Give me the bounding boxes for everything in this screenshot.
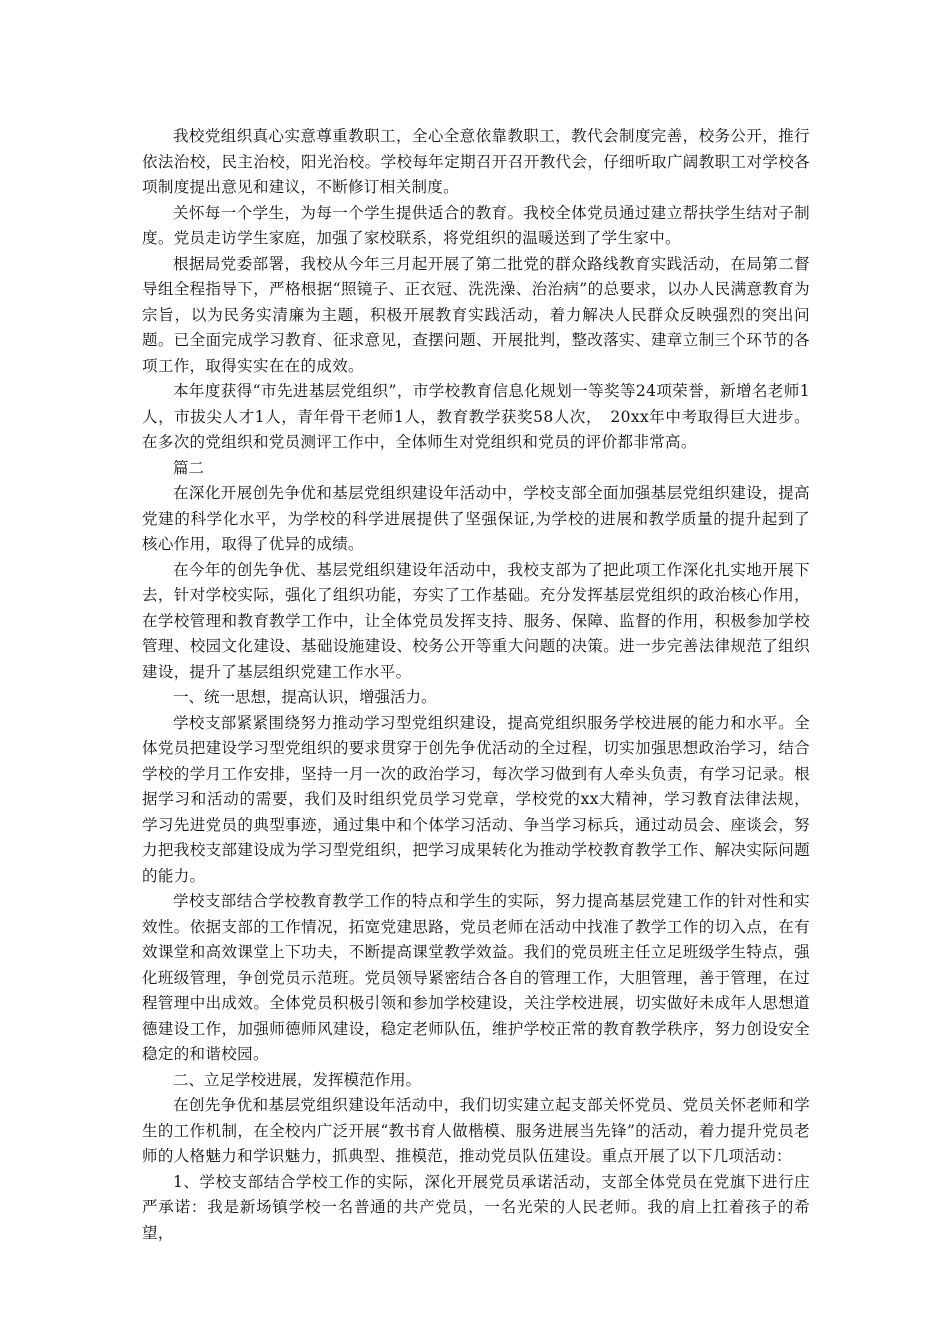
paragraph-care-mechanism: 在创先争优和基层党组织建设年活动中，我们切实建立起支部关怀党员、党员关怀老师和学生的工作机制，在全校内广泛开展“教书育人做楷模、服务进展当先锋”的活动，着力提升党员老师的人格魅力和学识魅力，抓典型、推模范，推动党员队伍建设。重点开展了以下几项活动： — [142, 1096, 810, 1165]
document-body — [142, 124, 810, 1246]
paragraph-party-building-intro: 在深化开展创先争优和基层党组织建设年活动中，学校支部全面加强基层党组织建设，提高党建的科学化水平，为学校的科学进展提供了坚强保证,为学校的进展和教学质量的提升起到了核心作用，取得了优异的成绩。 — [142, 484, 810, 553]
paragraph-member-pledge: 1、学校支部结合学校工作的实际，深化开展党员承诺活动，支部全体党员在党旗下进行庄严承诺：我是新场镇学校一名普通的共产党员，一名光荣的人民老师。我的肩上扛着孩子的希望， — [142, 1172, 810, 1242]
paragraph-teaching-effectiveness: 学校支部结合学校教育教学工作的特点和学生的实际，努力提高基层党建工作的针对性和实效性。依据支部的工作情况，拓宽党建思路，党员老师在活动中找准了教学工作的切入点，在有效课堂和高效课堂上下功夫，不断提高课堂教学效益。我们的党员班主任立足班级学生特点，强化班级管理，争创党员示范班。党员领导紧密结合各自的管理工作，大胆管理，善于管理，在过程管理中出成效。全体党员积极引领和参加学校建设，关注学校进展，切实做好未成年人思想道德建设工作，加强师德师风建设，稳定老师队伍，维护学校正常的教育教学秩序，努力创设安全稳定的和谐校园。 — [142, 892, 810, 1063]
section-heading-part-two: 篇二 — [173, 458, 205, 477]
paragraph-annual-honors: 本年度获得“市先进基层党组织”，市学校教育信息化规划一等奖等24项荣誉，新增名老师1人，市拔尖人才1人，青年骨干老师1人，教育教学获奖58人次， 20xx年中考取得巨大进步。在多次的党组织和党员测评工作中，全体师生对党组织和党员的评价都非常高。 — [142, 382, 810, 451]
paragraph-student-care: 关怀每一个学生，为每一个学生提供适合的教育。我校全体党员通过建立帮扶学生结对子制度。党员走访学生家庭，加强了家校联系，将党组织的温暖送到了学生家中。 — [142, 203, 810, 247]
paragraph-mass-line-campaign: 根据局党委部署，我校从今年三月起开展了第二批党的群众路线教育实践活动，在局第二督导组全程指导下，严格根据“照镜子、正衣冠、洗洗澡、治治病”的总要求，以办人民满意教育为宗旨，以为民务实清廉为主题，积极开展教育实践活动，着力解决人民群众反映强烈的突出问题。已全面完成学习教育、征求意见，查摆问题、开展批判，整改落实、建章立制三个环节的各项工作，取得实实在在的成效。 — [142, 254, 810, 375]
paragraph-learning-organization: 学校支部紧紧围绕努力推动学习型党组织建设，提高党组织服务学校进展的能力和水平。全体党员把建设学习型党组织的要求贯穿于创先争优活动的全过程，切实加强思想政治学习，结合学校的学月工作安排，坚持一月一次的政治学习，每次学习做到有人牵头负责，有学习记录。根据学习和活动的需要，我们及时组织党员学习党章，学校党的xx大精神，学习教育法律法规，学习先进党员的典型事迹，通过集中和个体学习活动、争当学习标兵，通过动员会、座谈会，努力把我校支部建设成为学习型党组织，把学习成果转化为推动学校教育教学工作、解决实际问题的能力。 — [142, 713, 810, 885]
paragraph-organization-function: 在今年的创先争优、基层党组织建设年活动中，我校支部为了把此项工作深化扎实地开展下去，针对学校实际，强化了组织功能，夯实了工作基础。充分发挥基层党组织的政治核心作用，在学校管理和教育教学工作中，让全体党员发挥支持、服务、保障、监督的作用，积极参加学校管理、校园文化建设、基础设施建设、校务公开等重大问题的决策。进一步完善法律规范了组织建设，提升了基层组织党建工作水平。 — [142, 560, 810, 681]
section-heading-unify-thought: 一、统一思想，提高认识，增强活力。 — [173, 688, 437, 706]
paragraph-teacher-democracy: 我校党组织真心实意尊重教职工，全心全意依靠教职工，教代会制度完善，校务公开，推行依法治校，民主治校，阳光治校。学校每年定期召开召开教代会，仔细听取广阔教职工对学校各项制度提出意见和建议，不断修订相关制度。 — [142, 127, 810, 196]
section-heading-exemplary-role: 二、立足学校进展，发挥模范作用。 — [173, 1070, 422, 1089]
